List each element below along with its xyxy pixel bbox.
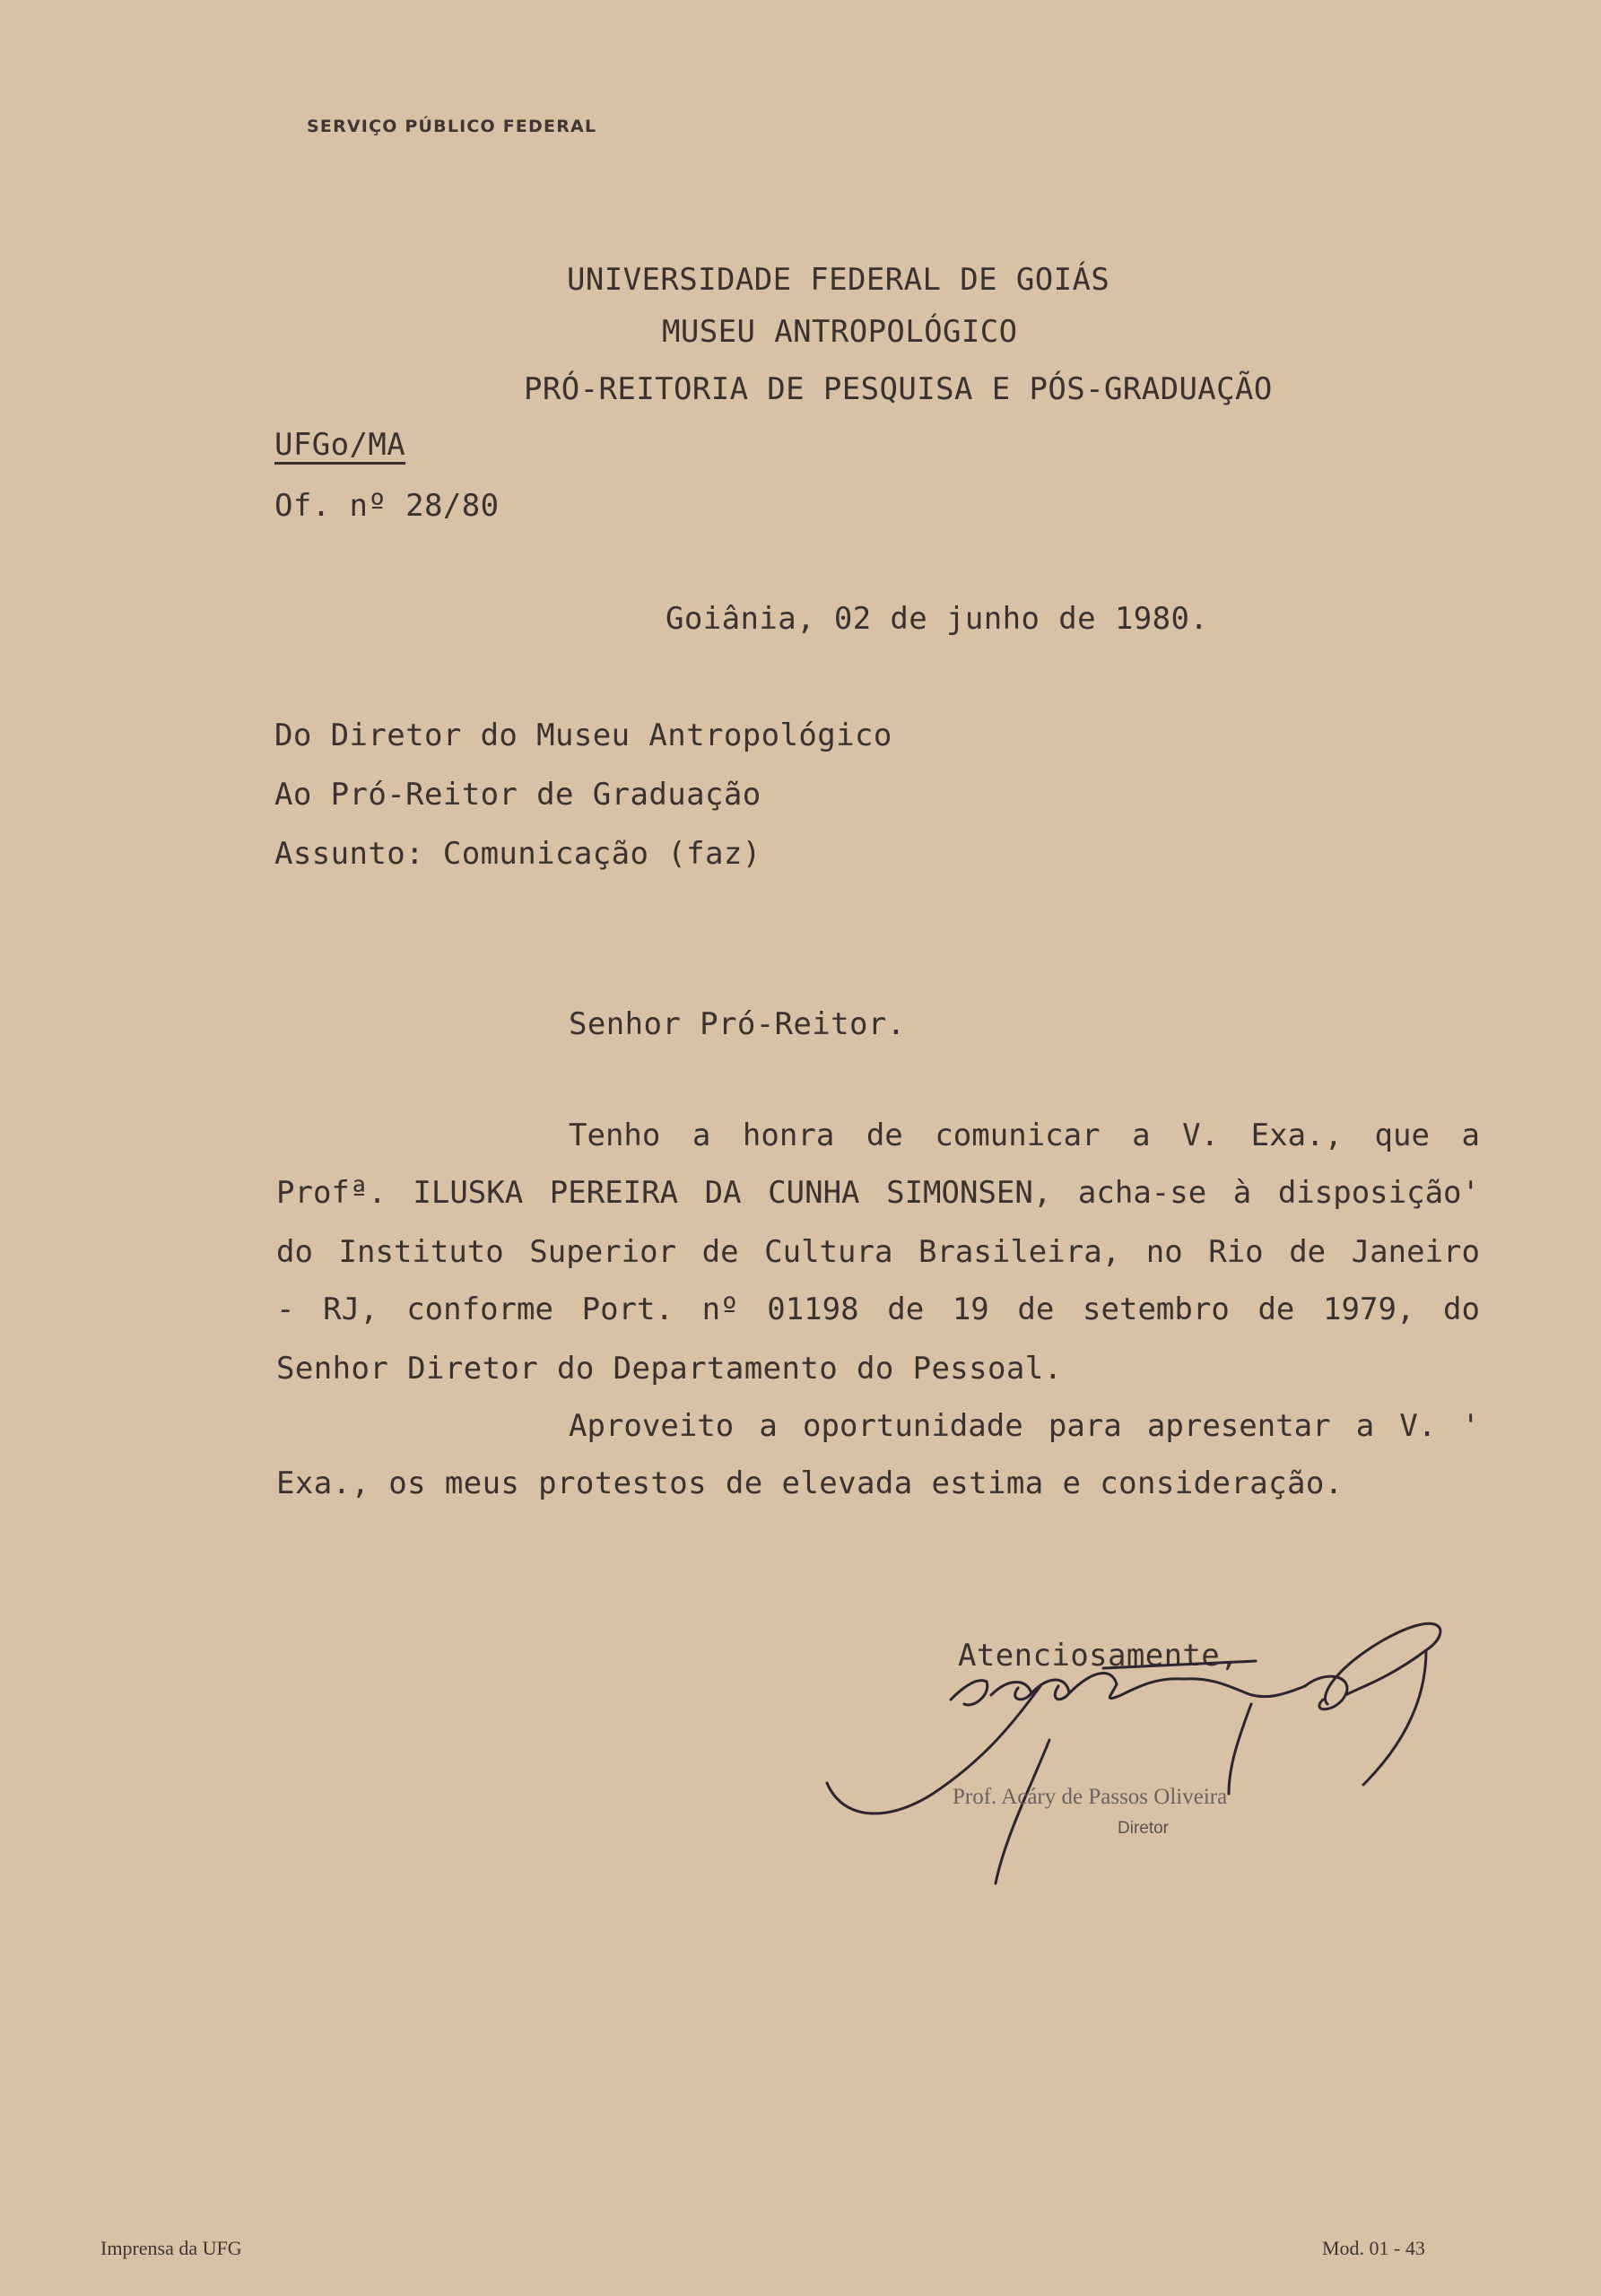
body-line: Exa., os meus protestos de elevada estima e consideração.	[276, 1465, 1344, 1501]
footer-printer: Imprensa da UFG	[100, 2237, 242, 2259]
signatory-role: Diretor	[1118, 1819, 1170, 1838]
footer-form-code: Mod. 01 - 43	[1322, 2237, 1425, 2259]
body-line: Senhor Diretor do Departamento do Pessoal.	[276, 1351, 1063, 1387]
service-header: SERVIÇO PÚBLICO FEDERAL	[307, 117, 597, 136]
routing-from: Do Diretor do Museu Antropológico	[274, 718, 892, 753]
body-line: Profª. ILUSKA PEREIRA DA CUNHA SIMONSEN, acha-se à disposição'	[276, 1175, 1480, 1211]
closing: Atenciosamente,	[958, 1638, 1240, 1674]
reference-code: UFGo/MA	[274, 427, 406, 463]
handwritten-signature	[807, 1614, 1489, 1937]
date-line: Goiânia, 02 de junho de 1980.	[666, 601, 1209, 637]
museum-title: MUSEU ANTROPOLÓGICO	[662, 314, 1018, 350]
university-title: UNIVERSIDADE FEDERAL DE GOIÁS	[567, 262, 1110, 298]
document-number: Of. nº 28/80	[274, 488, 500, 524]
body-line: - RJ, conforme Port. nº 01198 de 19 de setembro de 1979, do	[276, 1292, 1480, 1327]
signatory-name: Prof. Acáry de Passos Oliveira	[953, 1785, 1228, 1809]
salutation: Senhor Pró-Reitor.	[569, 1006, 906, 1042]
office-title: PRÓ-REITORIA DE PESQUISA E PÓS-GRADUAÇÃO	[524, 371, 1273, 407]
body-line: Aproveito a oportunidade para apresentar a V. '	[569, 1408, 1480, 1444]
routing-to: Ao Pró-Reitor de Graduação	[274, 777, 761, 813]
body-line: Tenho a honra de comunicar a V. Exa., que a	[569, 1118, 1480, 1153]
body-line: do Instituto Superior de Cultura Brasileira, no Rio de Janeiro	[276, 1234, 1480, 1270]
routing-subject: Assunto: Comunicação (faz)	[274, 836, 761, 872]
